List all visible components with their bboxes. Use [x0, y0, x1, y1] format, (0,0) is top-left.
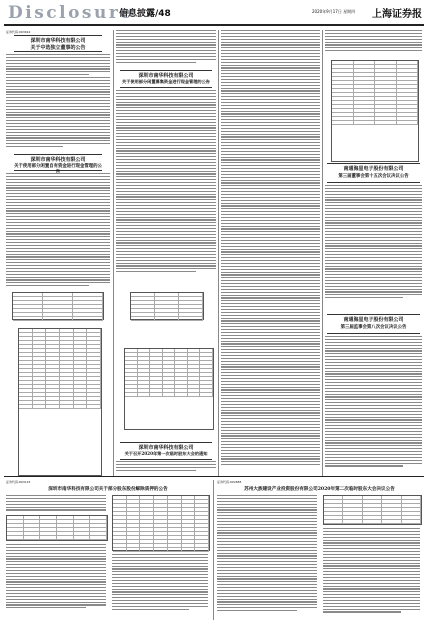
- disclosure-banner: Disclosure: [8, 3, 134, 23]
- column-divider: [213, 480, 214, 620]
- article-body: [325, 30, 422, 53]
- column-3: [221, 30, 320, 476]
- article-body: [221, 30, 320, 467]
- article-title-box: [14, 35, 102, 52]
- article-title-box: [14, 154, 102, 171]
- article-body: [323, 528, 420, 614]
- data-table: [112, 495, 210, 551]
- article-body: [116, 90, 216, 274]
- article-body: [112, 554, 208, 612]
- article-title-box: [120, 70, 212, 88]
- article-title-box: [120, 442, 212, 460]
- issue-date: 2020年9月17日 星期四: [312, 9, 356, 14]
- article-body: [325, 336, 422, 468]
- article-title: 第三届监事会第八次会议决议公告: [340, 325, 407, 330]
- company-name: 深圳市南华科技有限公司: [30, 157, 86, 163]
- section-title: 信息披露/48: [119, 9, 171, 19]
- article-title-box: [327, 163, 420, 183]
- stock-code: 证券代码:002683: [217, 480, 242, 484]
- article-body: [6, 544, 106, 610]
- column-divider: [113, 30, 114, 476]
- article-body: [116, 461, 216, 473]
- article-body: [6, 173, 110, 288]
- company-name: 深圳市南华科技有限公司: [138, 445, 194, 451]
- column-divider: [322, 30, 323, 476]
- data-table: [130, 292, 204, 320]
- bottom-left-notice: [6, 480, 210, 620]
- article-body: [116, 30, 216, 65]
- article-title: 关于召开2020年第一次临时股东大会的通知: [124, 451, 208, 456]
- data-table: [331, 60, 419, 162]
- page-header: [0, 0, 428, 26]
- section-rule: [4, 476, 424, 477]
- article-title: 关于中选独立董事的公告: [30, 45, 86, 51]
- column-2: [116, 30, 216, 476]
- article-body: [6, 54, 110, 149]
- article-title: 深圳市南华科技有限公司关于部分股东股份解除质押的公告: [48, 487, 168, 492]
- column-4: [325, 30, 422, 476]
- article-body: [217, 495, 317, 613]
- data-table: [6, 515, 108, 541]
- stock-code: 证券代码:003012: [6, 30, 31, 34]
- article-body: [325, 185, 422, 300]
- article-title: 关于使用部分闲置募集资金进行现金管理的公告: [122, 79, 210, 84]
- company-name: 深圳市南华科技有限公司: [138, 73, 194, 79]
- company-name: 深圳市南华科技有限公司: [30, 38, 86, 44]
- article-title: 苏州大族建设产业投资股份有限公司2020年第二次临时股东大会决议公告: [244, 487, 395, 492]
- header-rule: [4, 24, 424, 26]
- data-table: [124, 348, 214, 430]
- article-body: [6, 495, 106, 512]
- article-title: 第三届董事会第十五次会议决议公告: [338, 174, 409, 179]
- column-1: [6, 30, 110, 476]
- newspaper-name: 上海证券报: [372, 9, 422, 20]
- bottom-right-notice: [217, 480, 422, 620]
- stock-code: 证券代码:603115: [6, 480, 31, 484]
- company-name: 南通海星电子股份有限公司: [343, 166, 404, 172]
- company-name: 南通海星电子股份有限公司: [343, 317, 404, 323]
- column-divider: [218, 30, 219, 476]
- article-title: 关于使用部分闲置自有资金进行现金管理的公: [14, 164, 102, 169]
- article-title-box: [327, 314, 420, 334]
- data-table: [18, 328, 102, 476]
- data-table: [12, 292, 104, 320]
- data-table: [323, 495, 422, 525]
